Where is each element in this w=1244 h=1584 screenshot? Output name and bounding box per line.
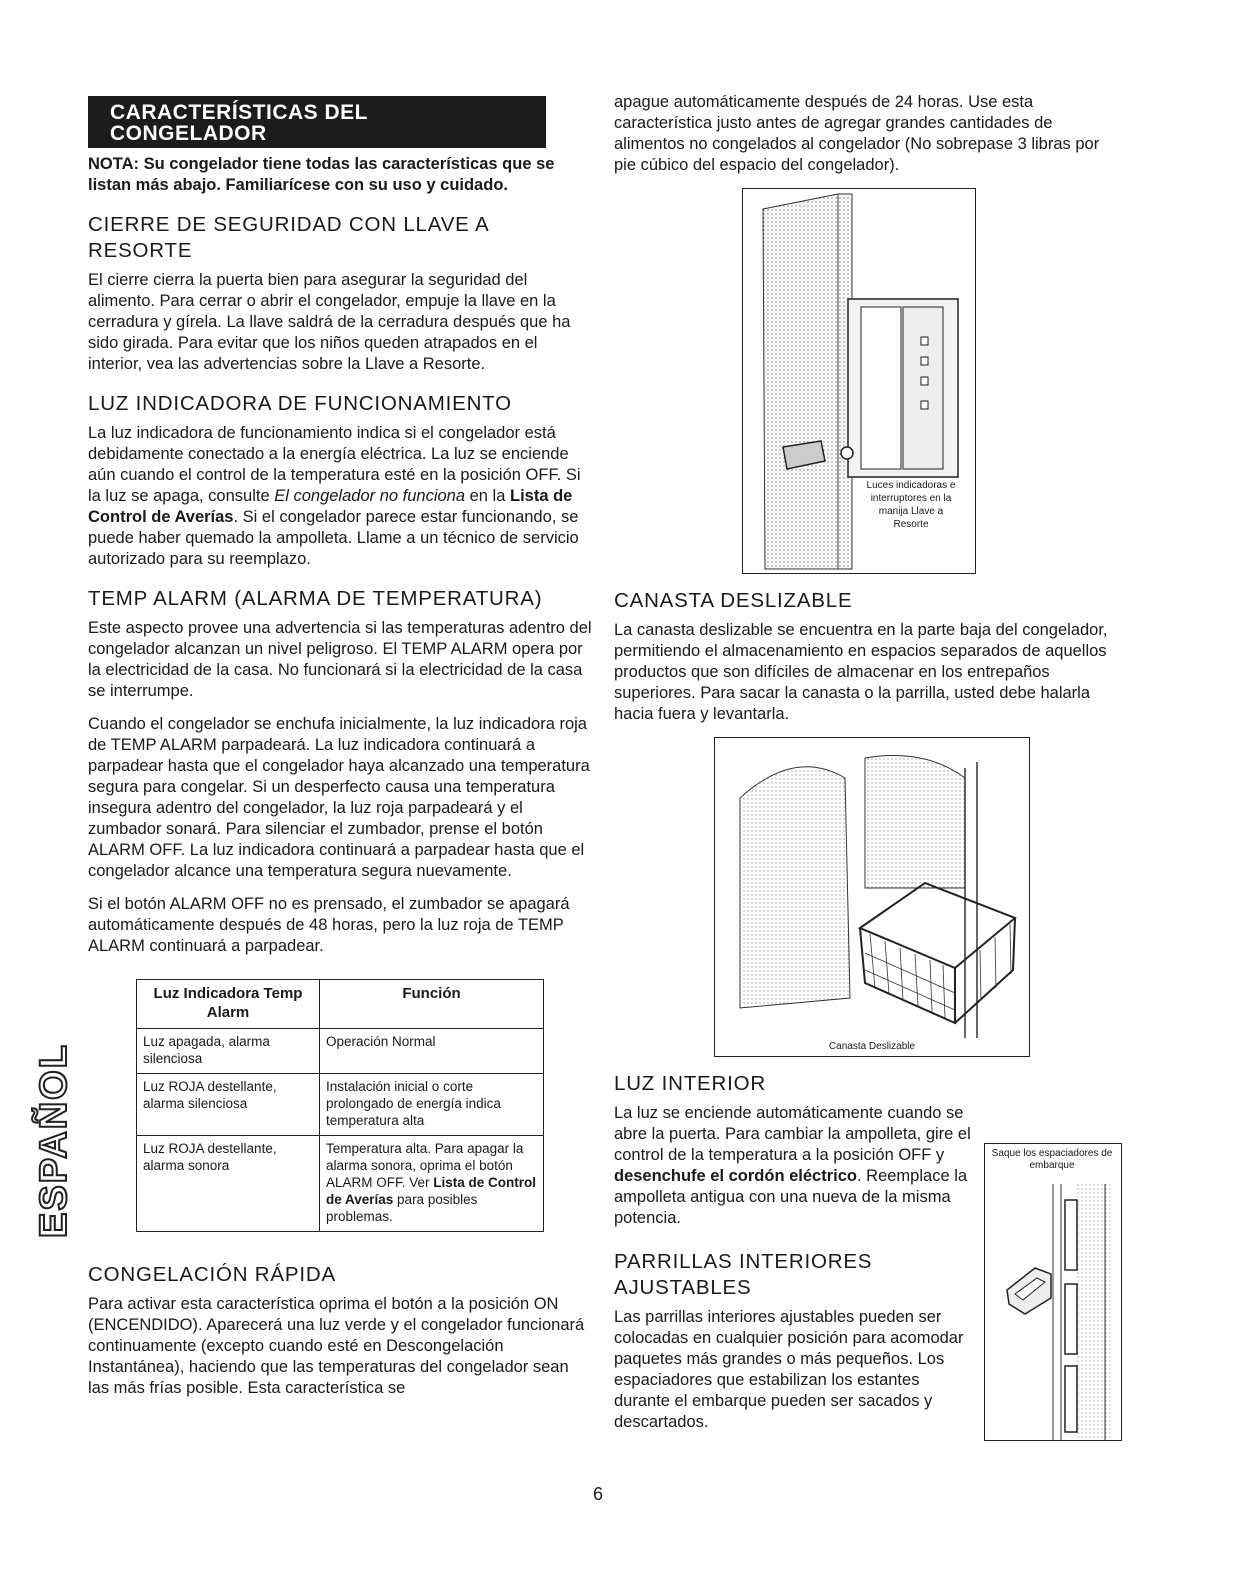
luz-interior-block	[614, 1103, 1116, 1445]
figure-shelf-spacers	[984, 1143, 1122, 1441]
left-text-group	[614, 1103, 976, 1445]
heading-parrillas: PARRILLAS INTERIORES AJUSTABLES	[614, 1250, 873, 1299]
figure-caption-basket: Canasta Deslizable	[828, 1041, 916, 1052]
heading-congelacion-rapida: CONGELACIÓN RÁPIDA	[88, 1263, 336, 1286]
text-luz-interior	[614, 1103, 976, 1229]
heading-luz-interior: LUZ INTERIOR	[614, 1072, 766, 1095]
table-cell	[320, 1136, 544, 1232]
text-continuation: apague automáticamente después de 24 horas. Use esta característica justo antes de agregar grandes cantidades de alimentos no congelados al congelador (No sobrepase 3 libras por pie cúbico del espacio del congelador).	[614, 93, 1100, 174]
table-row	[137, 1074, 544, 1136]
figure-basket	[714, 737, 1030, 1057]
heading-temp-alarm: TEMP ALARM (ALARMA DE TEMPERATURA)	[88, 587, 543, 610]
text-congelacion-rapida: Para activar esta característica oprima el botón a la posición ON (ENCENDIDO). Aparecerá una luz verde y el congelador funcionará continuamente (excepto cuando esté en Descongelación Instantánea), haciendo que las temperaturas del congelador sean las más frías posible. Esta característica se	[88, 1295, 585, 1397]
figure-caption-door: Luces indicadoras e interruptores en la manija Llave a Resorte	[866, 480, 956, 530]
text-part: para posibles problemas.	[326, 1192, 478, 1224]
table-header-row	[137, 980, 544, 1029]
table-row	[137, 1136, 544, 1232]
section-banner: CARACTERÍSTICAS DEL CONGELADOR	[88, 96, 546, 148]
heading-canasta: CANASTA DESLIZABLE	[614, 589, 853, 612]
text-part: Temperatura alta. Para apagar la alarma sonora, oprima el botón ALARM OFF. Ver	[326, 1141, 524, 1190]
figure-door-handle	[742, 188, 976, 574]
right-column	[614, 92, 1116, 1445]
language-side-tab	[26, 1040, 82, 1240]
text-temp-alarm-1: Este aspecto provee una advertencia si las temperaturas adentro del congelador alcanzan un nivel peligroso. El TEMP ALARM opera por la electricidad de la casa. No funcionará si la electricidad de la casa se interrumpe.	[88, 619, 592, 700]
text-bold-ref: desenchufe el cordón eléctrico	[614, 1167, 857, 1185]
text-parrillas: Las parrillas interiores ajustables pueden ser colocadas en cualquier posición para acomodar paquetes más grandes o más pequeños. Los espaciadores que estabilizan los estantes durante el embarque pueden ser sacados y descartados.	[614, 1308, 964, 1431]
basket-illustration	[715, 738, 1029, 1056]
note-text: NOTA: Su congelador tiene todas las características que se listan más abajo. Familiarícese con su uso y cuidado.	[88, 155, 555, 194]
text-part: . Si el congelador parece estar funcionando, se puede haber quemado la ampolleta. Llame a un técnico de servicio autorizado para su reemplazo.	[88, 508, 579, 568]
figure-caption-spacers: Saque los espaciadores de embarque	[991, 1148, 1113, 1171]
text-temp-alarm-3: Si el botón ALARM OFF no es prensado, el zumbador se apagará automáticamente después de 48 horas, pero la luz roja de TEMP ALARM continuará a parpadear.	[88, 895, 570, 955]
page-number: 6	[592, 1484, 603, 1504]
text-part: . Reemplace la ampolleta antigua con una nueva de la misma potencia.	[614, 1167, 968, 1227]
text-bold-ref: Lista de Control de Averías	[88, 487, 573, 526]
text-part: La luz indicadora de funcionamiento indica si el congelador está debidamente conectado a la energía eléctrica. La luz se enciende aún cuando el control de la temperatura esté en la posición OFF. Si la luz se apaga, consulte	[88, 424, 581, 505]
text-cierre: El cierre cierra la puerta bien para asegurar la seguridad del alimento. Para cerrar o abrir el congelador, empuje la llave en la cerradura y gírela. La llave saldrá de la cerradura después que ha sido girada. Para evitar que los niños queden atrapados en el interior, vea las advertencias sobre la Llave a Resorte.	[88, 271, 571, 373]
table-cell: Luz apagada, alarma silenciosa	[137, 1029, 320, 1074]
heading-cierre: CIERRE DE SEGURIDAD CON LLAVE A RESORTE	[88, 213, 489, 262]
text-italic-ref: El congelador no funciona	[274, 487, 466, 505]
shelf-spacer-illustration	[985, 1144, 1121, 1440]
table-cell: Luz ROJA destellante, alarma sonora	[137, 1136, 320, 1232]
table-header: Luz Indicadora Temp Alarm	[137, 980, 320, 1029]
text-bold-ref: Lista de Control de Averías	[326, 1175, 537, 1207]
text-temp-alarm-2: Cuando el congelador se enchufa inicialmente, la luz indicadora roja de TEMP ALARM parpadeará. La luz indicadora continuará a parpadear hasta que el congelador haya alcanzado una temperatura segura para congelar. Si un desperfecto causa una temperatura insegura adentro del congelador, la luz roja parpadeará y el zumbador sonará. Para silenciar el zumbador, prense el botón ALARM OFF. La luz indicadora continuará a parpadear hasta que el congelador alcance una temperatura segura nuevamente.	[88, 715, 590, 880]
table-cell: Operación Normal	[320, 1029, 544, 1074]
text-luz-indicadora	[88, 423, 594, 570]
text-part: en la	[465, 487, 510, 505]
table-header: Función	[320, 980, 544, 1029]
table-row	[137, 1029, 544, 1074]
heading-luz-indicadora: LUZ INDICADORA DE FUNCIONAMIENTO	[88, 392, 512, 415]
language-label: ESPAÑOL	[32, 1042, 75, 1238]
alarm-table	[136, 979, 544, 1232]
table-cell: Luz ROJA destellante, alarma silenciosa	[137, 1074, 320, 1136]
left-column	[88, 96, 594, 1411]
text-part: La luz se enciende automáticamente cuando se abre la puerta. Para cambiar la ampolleta, gire el control de la temperatura a la posición OFF y	[614, 1104, 971, 1164]
table-cell: Instalación inicial o corte prolongado de energía indica temperatura alta	[320, 1074, 544, 1136]
text-canasta: La canasta deslizable se encuentra en la parte baja del congelador, permitiendo el almacenamiento en espacios separados de aquellos productos que son difíciles de almacenar en los entrepaños superiores. Para sacar la canasta o la parrilla, usted debe halarla hacia fuera y levantarla.	[614, 621, 1108, 723]
